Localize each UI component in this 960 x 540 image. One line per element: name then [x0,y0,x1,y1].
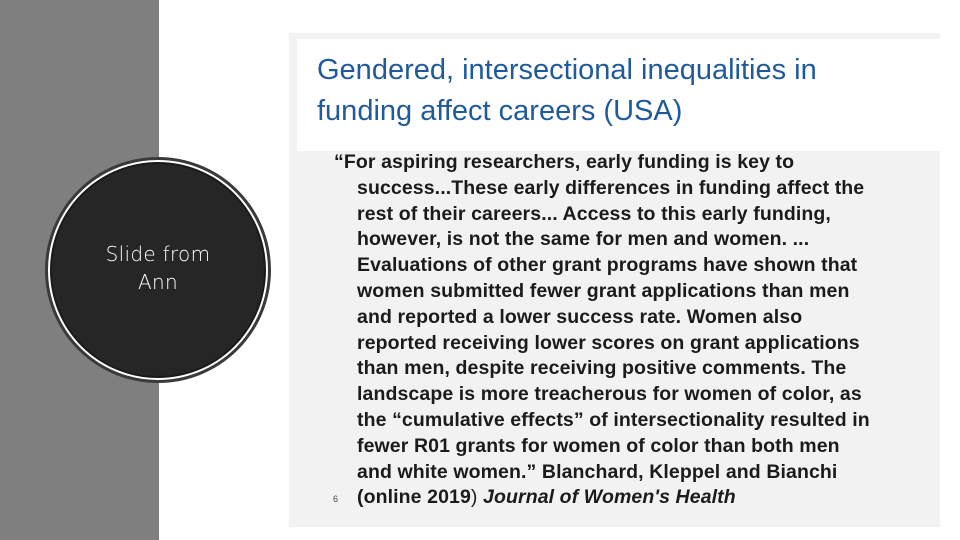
quote-line: however, is not the same for men and women. ... [357,228,810,251]
quote-line: and reported a lower success rate. Women also [357,305,803,328]
slide-number: 6 [333,494,339,504]
circle-label-line-2: Ann [138,270,178,294]
quote-line: and white women.” Blanchard, Kleppel and Bianchi [357,460,838,483]
citation-journal: Journal of Women's Health [483,486,736,509]
quote-body [334,150,934,511]
slide-title-line-1: Gendered, intersectional inequalities in [317,54,817,86]
citation-paren: ) [470,486,478,509]
circle-label [50,240,266,296]
quote-line: women submitted fewer grant applications than men [357,279,850,302]
quote-line: than men, despite receiving positive comments. The [357,357,847,380]
quote-line: reported receiving lower scores on grant applications [357,331,860,354]
quote-line: fewer R01 grants for women of color than both men [357,434,840,457]
slide-title [317,50,932,132]
quote-line: the “cumulative effects” of intersectionality resulted in [357,408,870,431]
quote-line: Evaluations of other grant programs have shown that [357,254,858,277]
quote-line: “For aspiring researchers, early funding is key to [334,151,795,173]
slide-title-line-2: funding affect careers (USA) [317,95,683,127]
quote-line: rest of their careers... Access to this early funding, [357,202,831,225]
citation-line [334,485,934,511]
circle-label-line-1: Slide from [105,242,211,266]
citation-year: (online 2019 [357,486,471,509]
quote-line: landscape is more treacherous for women of color, as [357,383,862,406]
quote-line: success...These early differences in funding affect the [357,176,865,199]
